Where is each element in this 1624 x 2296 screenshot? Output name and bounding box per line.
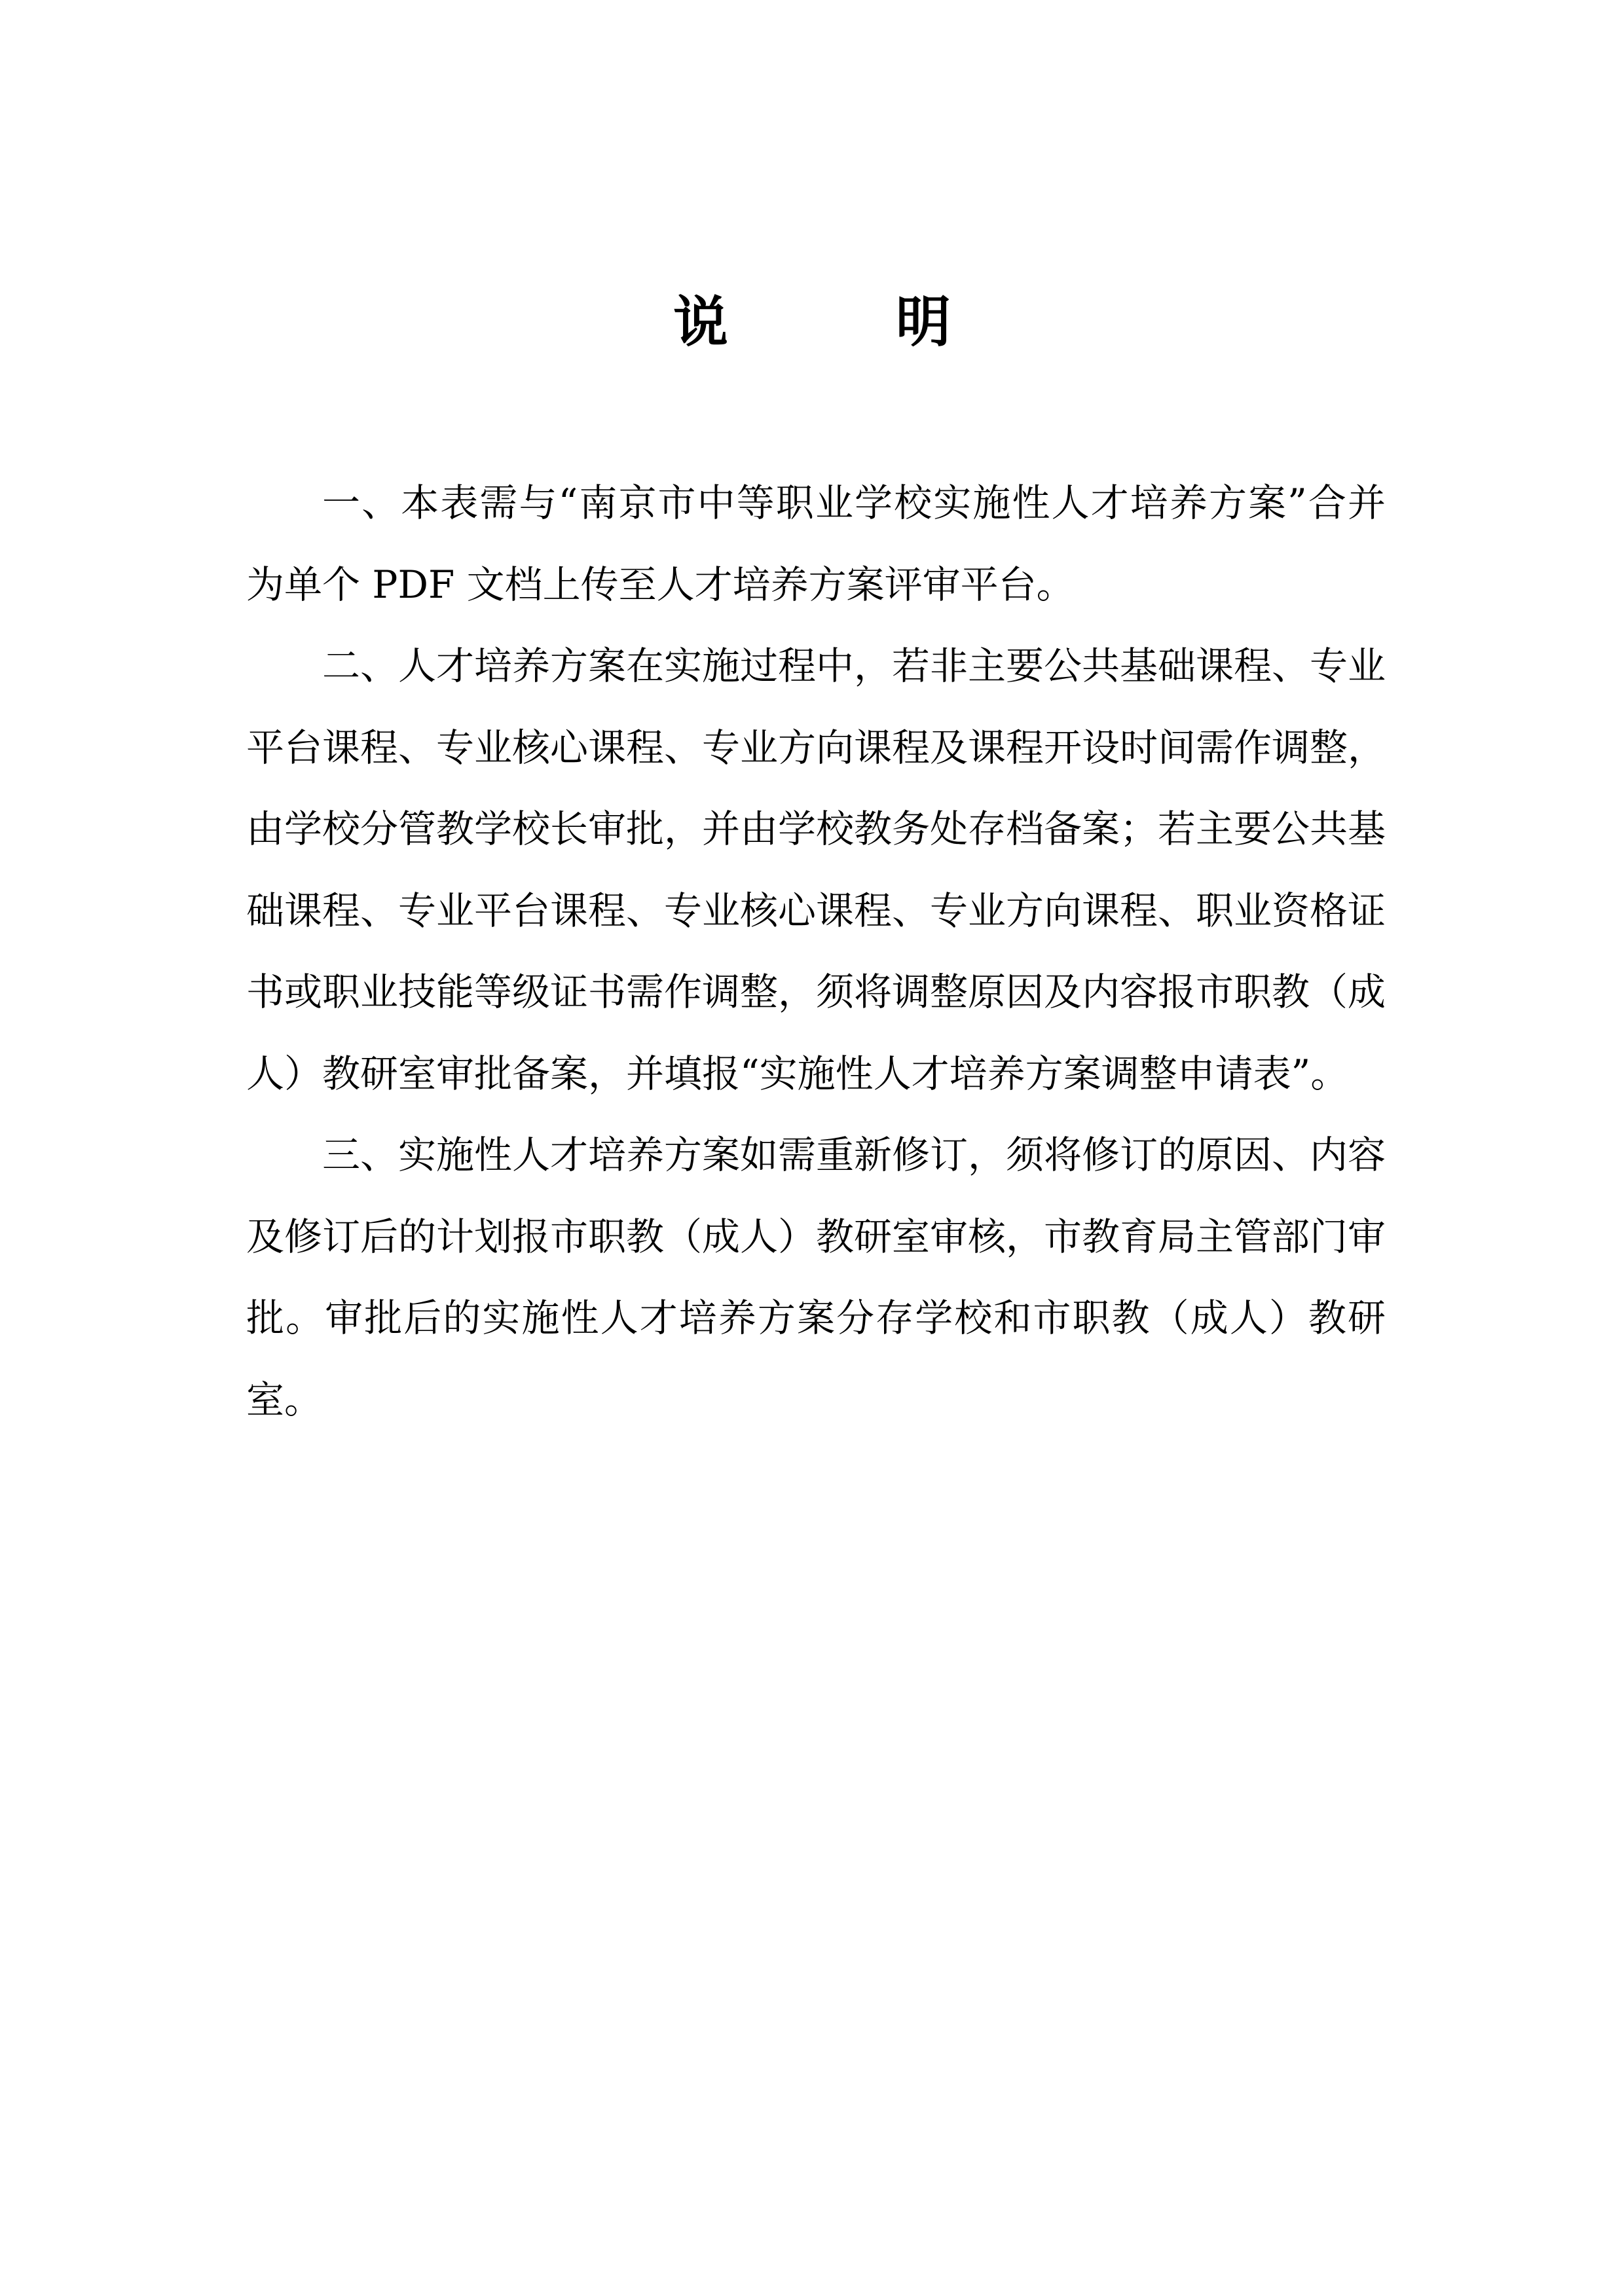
instructions-body [246, 462, 1386, 1440]
page-title-char-2: 明 [896, 290, 951, 354]
page-title [0, 283, 1624, 361]
paragraph-3: 三、实施性人才培养方案如需重新修订，须将修订的原因、内容及修订后的计划报市职教（成人）教研室审核，市教育局主管部门审批。审批后的实施性人才培养方案分存学校和市职教（成人）教研室。 [246, 1133, 1386, 1422]
paragraph-2: 二、人才培养方案在实施过程中，若非主要公共基础课程、专业平台课程、专业核心课程、专业方向课程及课程开设时间需作调整，由学校分管教学校长审批，并由学校教务处存档备案；若主要公共基础课程、专业平台课程、专业核心课程、专业方向课程、职业资格证书或职业技能等级证书需作调整，须将调整原因及内容报市职教（成人）教研室审批备案，并填报“实施性人才培养方案调整申请表”。 [246, 644, 1386, 1096]
page-title-char-1: 说 [673, 290, 728, 354]
paragraph-1: 一、本表需与“南京市中等职业学校实施性人才培养方案”合并为单个 PDF 文档上传至人才培养方案评审平台。 [246, 481, 1386, 607]
